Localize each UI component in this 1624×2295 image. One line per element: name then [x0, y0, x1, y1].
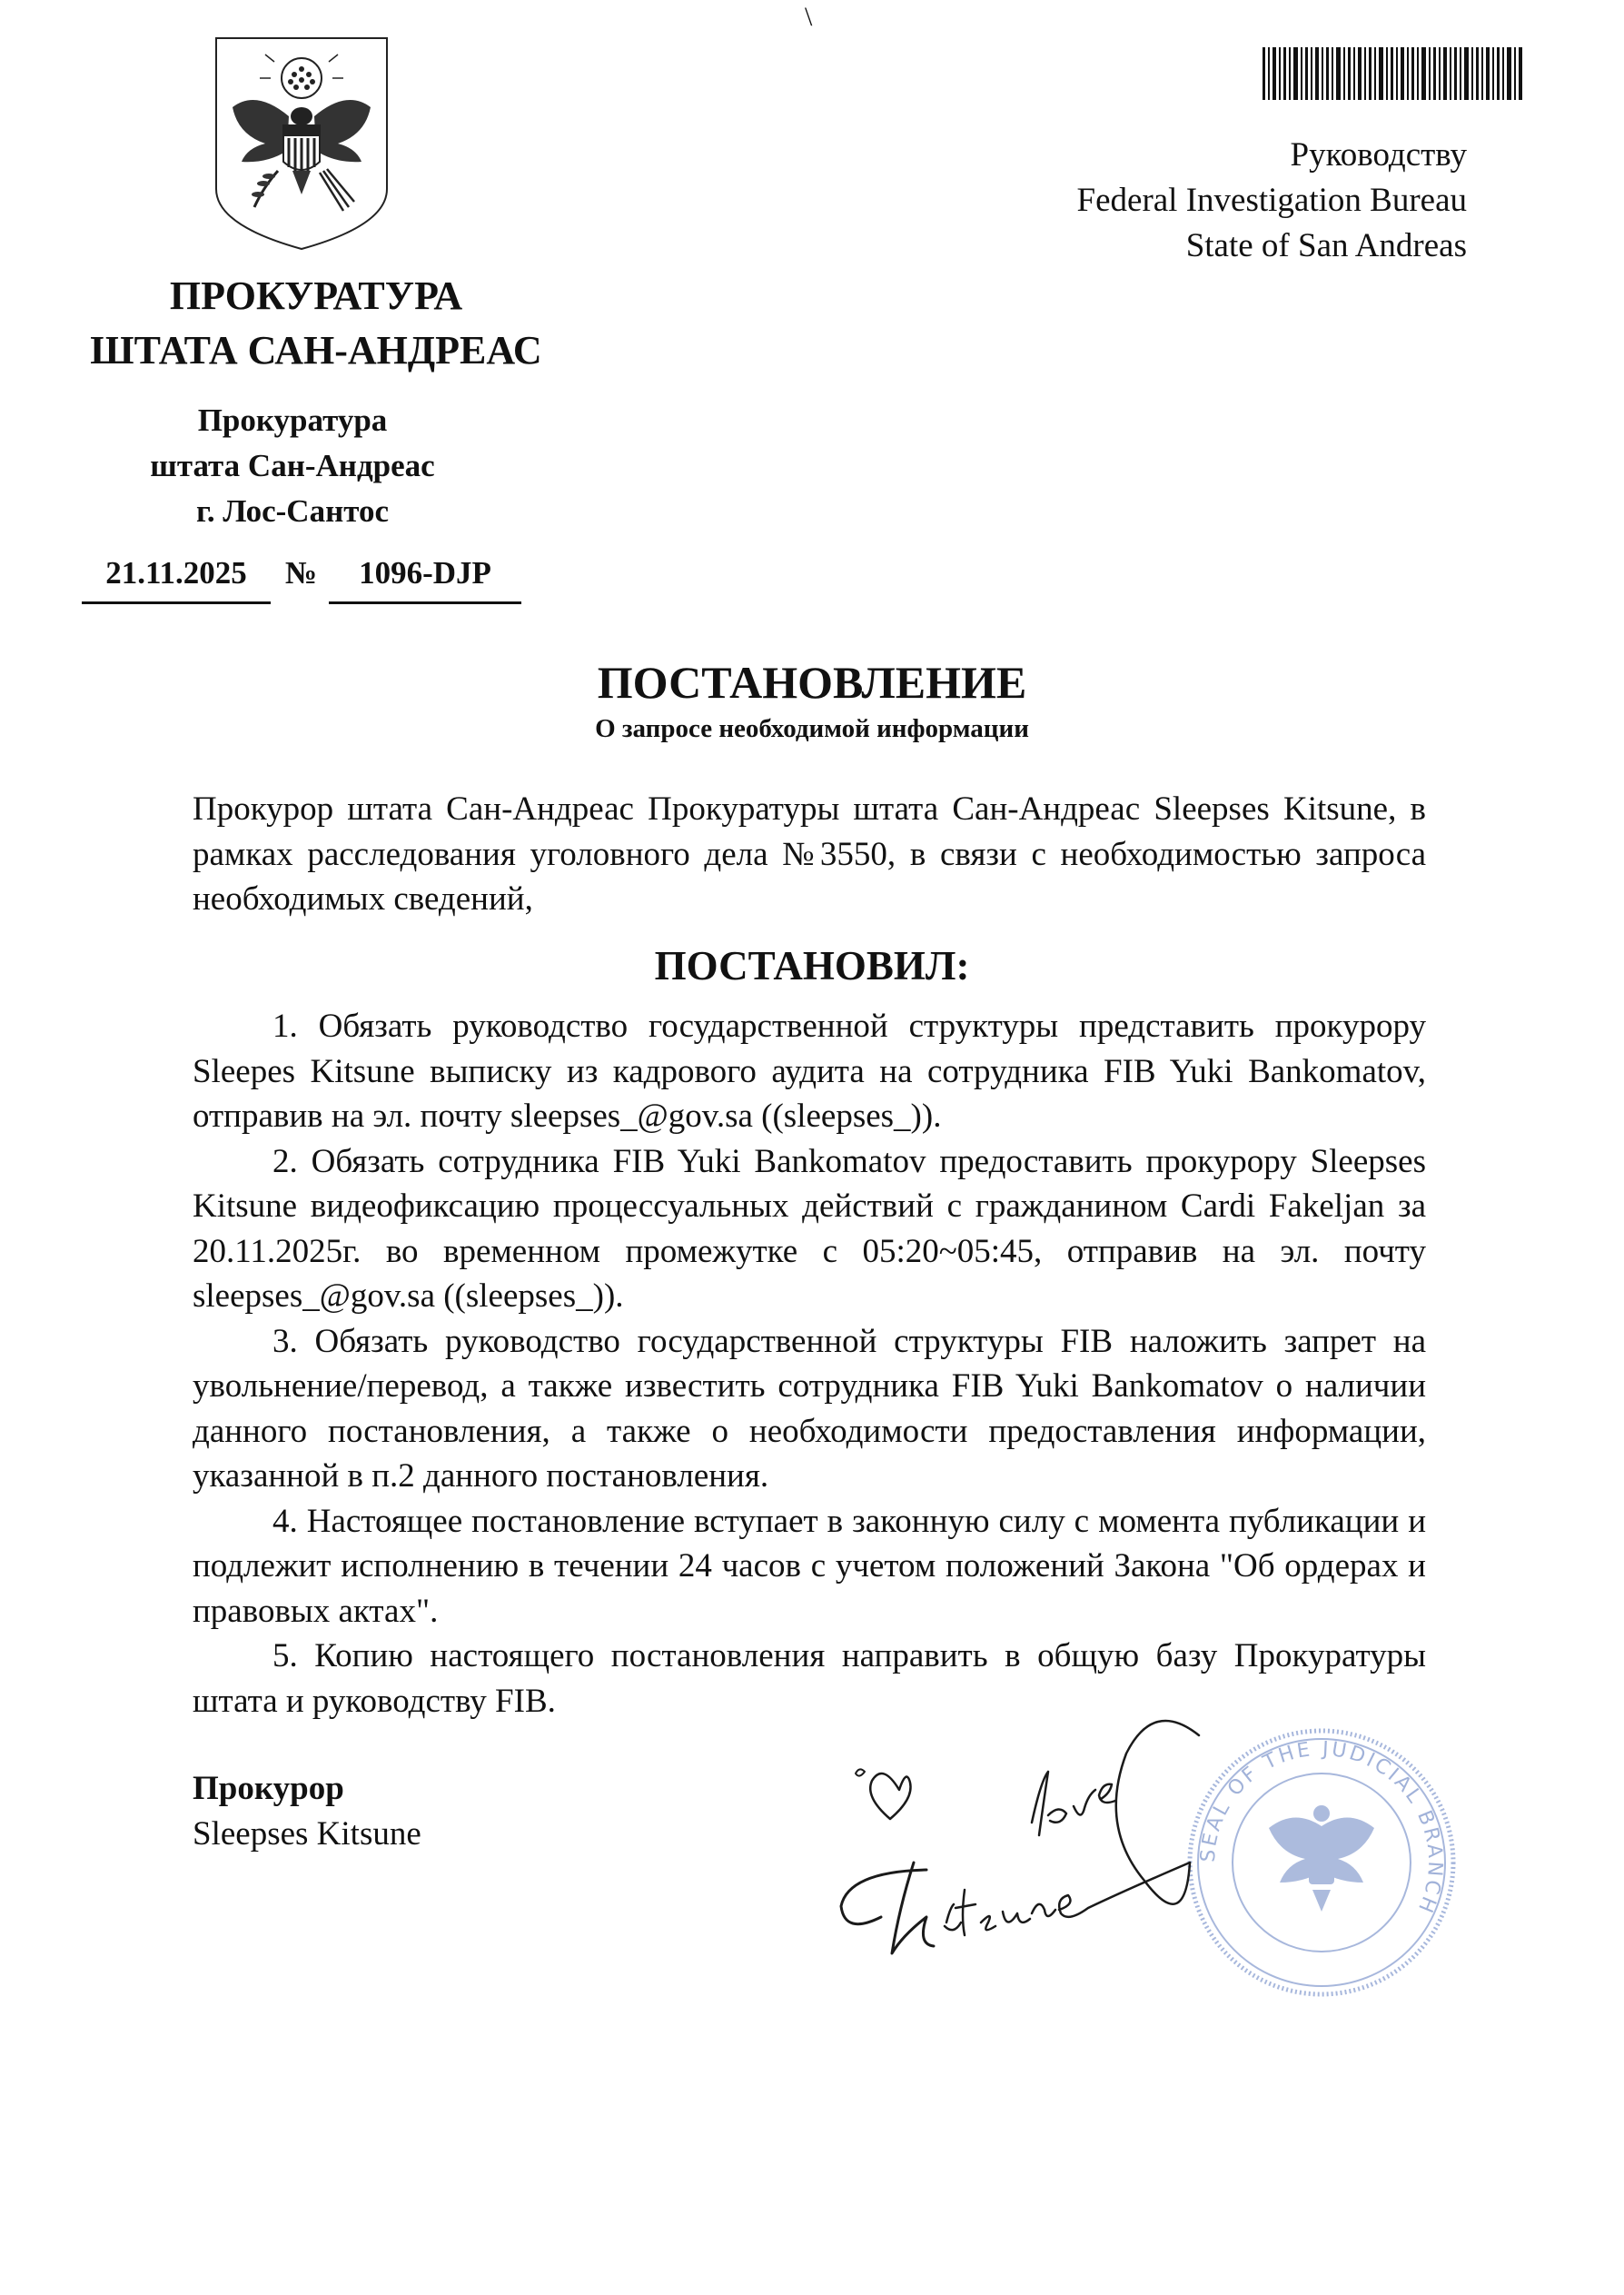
- decree-item: 1. Обязать руководство государственной структуры представить прокурору Sleepes Kitsune выписку из кадрового аудита на сотрудника FIB Yuki Bankomatov, отправив на эл. почту sleepses_@gov.sa ((sleepses_)).: [193, 1008, 1426, 1135]
- handwritten-signature: [827, 1708, 1208, 1999]
- addressee-block: [1077, 133, 1467, 269]
- office-address: [36, 398, 549, 534]
- eagle-emblem-icon: [211, 35, 392, 253]
- decree-title: ПОСТАНОВЛЕНИЕ: [597, 657, 1027, 708]
- office-address-line: штата Сан-Андреас: [150, 448, 435, 483]
- decree-item: 4. Настоящее постановление вступает в законную силу с момента публикации и подлежит исполнению в течении 24 часов с учетом положений Закона "Об ордерах и правовых актах".: [193, 1502, 1426, 1630]
- addressee-line: Federal Investigation Bureau: [1076, 182, 1467, 219]
- number-sign: №: [285, 555, 318, 591]
- signer-role: Прокурор: [193, 1770, 344, 1807]
- decree-item: 5. Копию настоящего постановления направить в общую базу Прокуратуры штата и руководству FIB.: [193, 1637, 1426, 1720]
- signature-lettering: Kitsune love: [827, 1708, 832, 1709]
- addressee-line: Руководству: [1290, 136, 1467, 174]
- decree-items: [193, 1004, 1426, 1724]
- office-title: [36, 269, 596, 378]
- barcode-icon: [1263, 47, 1522, 100]
- decree-item: 2. Обязать сотрудника FIB Yuki Bankomatov предоставить прокурору Sleepses Kitsune видеофиксацию процессуальных действий с гражданином Cardi Fakeljan за 20.11.2025г. во временном промежутке с 05:20~05:45, отправив на эл. почту sleepses_@gov.sa ((sleepses_)).: [193, 1142, 1426, 1315]
- addressee-line: State of San Andreas: [1185, 227, 1467, 264]
- seal-text: SEAL OF THE JUDICIAL BRANCH: [1196, 1737, 1447, 1919]
- resolved-heading: ПОСТАНОВИЛ:: [654, 943, 970, 989]
- signer-name: Sleepses Kitsune: [193, 1815, 421, 1853]
- office-title-line: ШТАТА САН-АНДРЕАС: [90, 328, 542, 373]
- document-number: 1096-DJP: [329, 552, 521, 604]
- decree-preamble: Прокурор штата Сан-Андреас Прокуратуры штата Сан-Андреас Sleepses Kitsune, в рамках расследования уголовного дела №3550, в связи с необходимостью запроса необходимых сведений,: [193, 790, 1426, 918]
- office-address-line: Прокуратура: [197, 402, 388, 438]
- decree-subtitle: О запросе необходимой информации: [595, 714, 1029, 743]
- office-title-line: ПРОКУРАТУРА: [169, 273, 463, 318]
- document-date: 21.11.2025: [82, 552, 271, 604]
- decree-item: 3. Обязать руководство государственной структуры FIB наложить запрет на увольнение/перевод, а также известить сотрудника FIB Yuki Bankomatov о наличии данного постановления, а также о необходимости предоставления информации, указанной в п.2 данного постановления.: [193, 1322, 1426, 1495]
- stray-mark: \: [805, 2, 813, 32]
- office-address-line: г. Лос-Сантос: [195, 493, 390, 529]
- judicial-seal-icon: [1185, 1726, 1458, 1999]
